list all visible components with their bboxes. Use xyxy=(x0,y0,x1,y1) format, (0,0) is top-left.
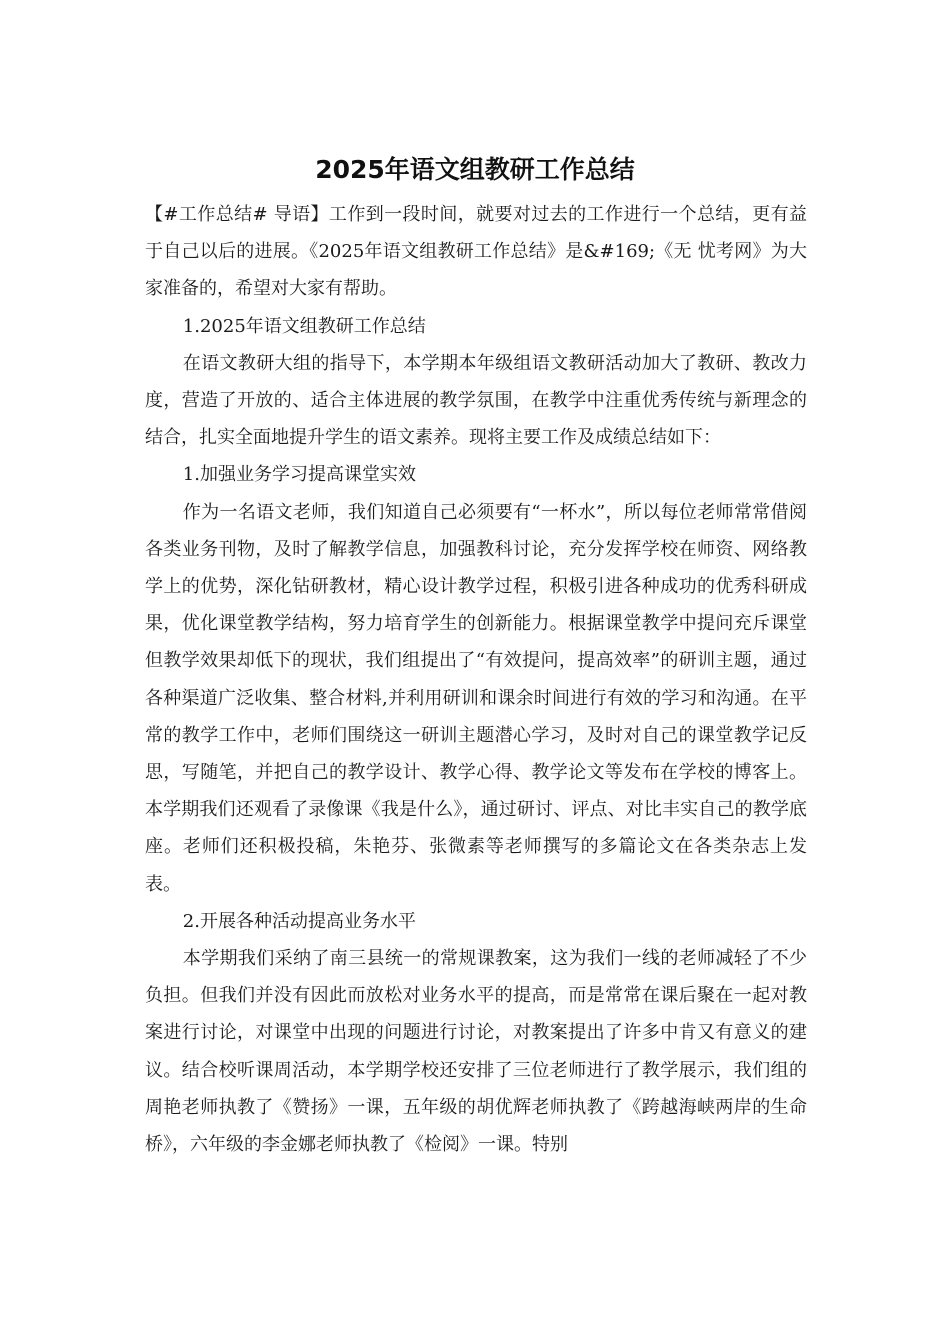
body-paragraph: 作为一名语文老师，我们知道自己必须要有“一杯水”，所以每位老师常常借阅各类业务刊物，及时了解教学信息，加强教科讨论，充分发挥学校在师资、网络教学上的优势，深化钻研教材，精心设计教学过程，积极引进各种成功的优秀科研成果，优化课堂教学结构，努力培育学生的创新能力。根据课堂教学中提问充斥课堂但教学效果却低下的现状，我们组提出了“有效提问，提高效率”的研训主题，通过各种渠道广泛收集、整合材料,并利用研训和课余时间进行有效的学习和沟通。在平常的教学工作中，老师们围绕这一研训主题潜心学习，及时对自己的课堂教学记反思，写随笔，并把自己的教学设计、教学心得、教学论文等发布在学校的博客上。本学期我们还观看了录像课《我是什么》，通过研讨、评点、对比丰实自己的教学底座。老师们还积极投稿，朱艳芬、张微素等老师撰写的多篇论文在各类杂志上发表。 xyxy=(145,501,807,895)
document-title: 2025年语文组教研工作总结 xyxy=(315,155,635,184)
body-paragraph: 在语文教研大组的指导下，本学期本年级组语文教研活动加大了教研、教改力度，营造了开放的、适合主体进展的教学氛围，在教学中注重优秀传统与新理念的结合，扎实全面地提升学生的语文素养。现将主要工作及成绩总结如下： xyxy=(145,352,807,449)
intro-paragraph: 【#工作总结# 导语】工作到一段时间，就要对过去的工作进行一个总结，更有益于自己以后的进展。《2025年语文组教研工作总结》是&#169;《无 忧考网》为大家准备的，希望对大家有帮助。 xyxy=(145,204,807,300)
document-body xyxy=(145,196,807,1163)
subsection-heading: 1.加强业务学习提高课堂实效 xyxy=(182,464,416,486)
section-heading: 1.2025年语文组教研工作总结 xyxy=(182,315,426,337)
subsection-heading: 2.开展各种活动提高业务水平 xyxy=(182,910,416,932)
body-paragraph: 本学期我们采纳了南三县统一的常规课教案，这为我们一线的老师减轻了不少负担。但我们并没有因此而放松对业务水平的提高，而是常常在课后聚在一起对教案进行讨论，对课堂中出现的问题进行讨论，对教案提出了许多中肯又有意义的建议。结合校听课周活动，本学期学校还安排了三位老师进行了教学展示，我们组的周艳老师执教了《赞扬》一课，五年级的胡优辉老师执教了《跨越海峡两岸的生命桥》，六年级的李金娜老师执教了《检阅》一课。特别 xyxy=(145,948,807,1156)
